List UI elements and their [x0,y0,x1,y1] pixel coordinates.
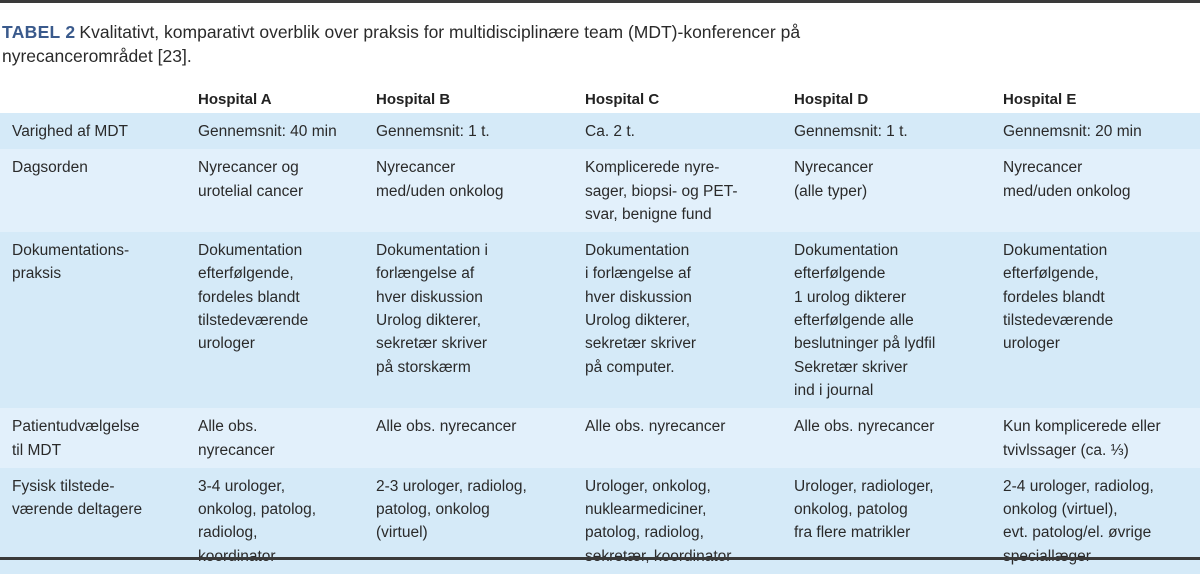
table-cell: Gennemsnit: 1 t. [364,113,573,149]
header-hospital-a: Hospital A [198,90,272,108]
caption-text: Kvalitativt, komparativt overblik over praksis for multidisciplinære team (MDT)-konferencer på nyrecancerområdet [23]. [2,22,801,66]
row-label: Fysisk tilstede- værende deltagere [0,468,186,574]
table-cell: Gennemsnit: 20 min [991,113,1200,149]
caption-label: TABEL 2 [2,22,76,42]
header-hospital-e: Hospital E [1003,90,1077,108]
table-cell: Dokumentation efterfølgende, fordeles blandt tilstedeværende urologer [186,232,364,408]
table-cell: Alle obs. nyrecancer [782,408,991,468]
header-hospital-c: Hospital C [585,90,660,108]
bottom-rule [0,557,1200,560]
table-cell: Ca. 2 t. [573,113,782,149]
row-label: Varighed af MDT [0,113,186,149]
table-cell: Dokumentation i forlængelse af hver diskussion Urolog dikterer, sekretær skriver på computer. [573,232,782,408]
table-cell: Dokumentation efterfølgende 1 urolog dikterer efterfølgende alle beslutninger på lydfil Sekretær skriver ind i journal [782,232,991,408]
header-row [0,86,1200,113]
table-cell: 2-3 urologer, radiolog, patolog, onkolog (virtuel) [364,468,573,574]
table-cell: Kun komplicerede eller tvivlssager (ca. ⅓) [991,408,1200,468]
table-row [0,113,1200,149]
table-row [0,408,1200,468]
table-cell: Urologer, onkolog, nuklearmediciner, patolog, radiolog, [573,468,782,574]
table-cell: Nyrecancer (alle typer) [782,149,991,232]
top-rule [0,0,1200,3]
table-cell: Komplicerede nyre- sager, biopsi- og PET- svar, benigne fund [573,149,782,232]
table-cell: 2-4 urologer, radiolog, onkolog (virtuel), evt. patolog/el. øvrige [991,468,1200,574]
table-cell: Alle obs. nyrecancer [186,408,364,468]
table-cell: Dokumentation i forlængelse af hver diskussion Urolog dikterer, sekretær skriver på storskærm [364,232,573,408]
table-cell: Alle obs. nyrecancer [364,408,573,468]
table-cell: Dokumentation efterfølgende, fordeles blandt tilstedeværende urologer [991,232,1200,408]
table-row [0,232,1200,408]
header-hospital-d: Hospital D [794,90,869,108]
comparison-table [0,86,1200,574]
table-cell: 3-4 urologer, onkolog, patolog, radiolog, [186,468,364,574]
table-cell: Nyrecancer med/uden onkolog [991,149,1200,232]
table-cell: Gennemsnit: 40 min [186,113,364,149]
table-cell: Nyrecancer med/uden onkolog [364,149,573,232]
row-label: Patientudvælgelse til MDT [0,408,186,468]
table-cell: Gennemsnit: 1 t. [782,113,991,149]
row-label: Dagsorden [0,149,186,232]
table-cell: Urologer, radiologer, onkolog, patolog fra flere matrikler [782,468,991,574]
table-cell: Alle obs. nyrecancer [573,408,782,468]
header-hospital-b: Hospital B [376,90,451,108]
row-label: Dokumentations- praksis [0,232,186,408]
table-row [0,149,1200,232]
table-cell: Nyrecancer og urotelial cancer [186,149,364,232]
table-caption [2,20,902,68]
header-cell-empty [0,86,186,113]
